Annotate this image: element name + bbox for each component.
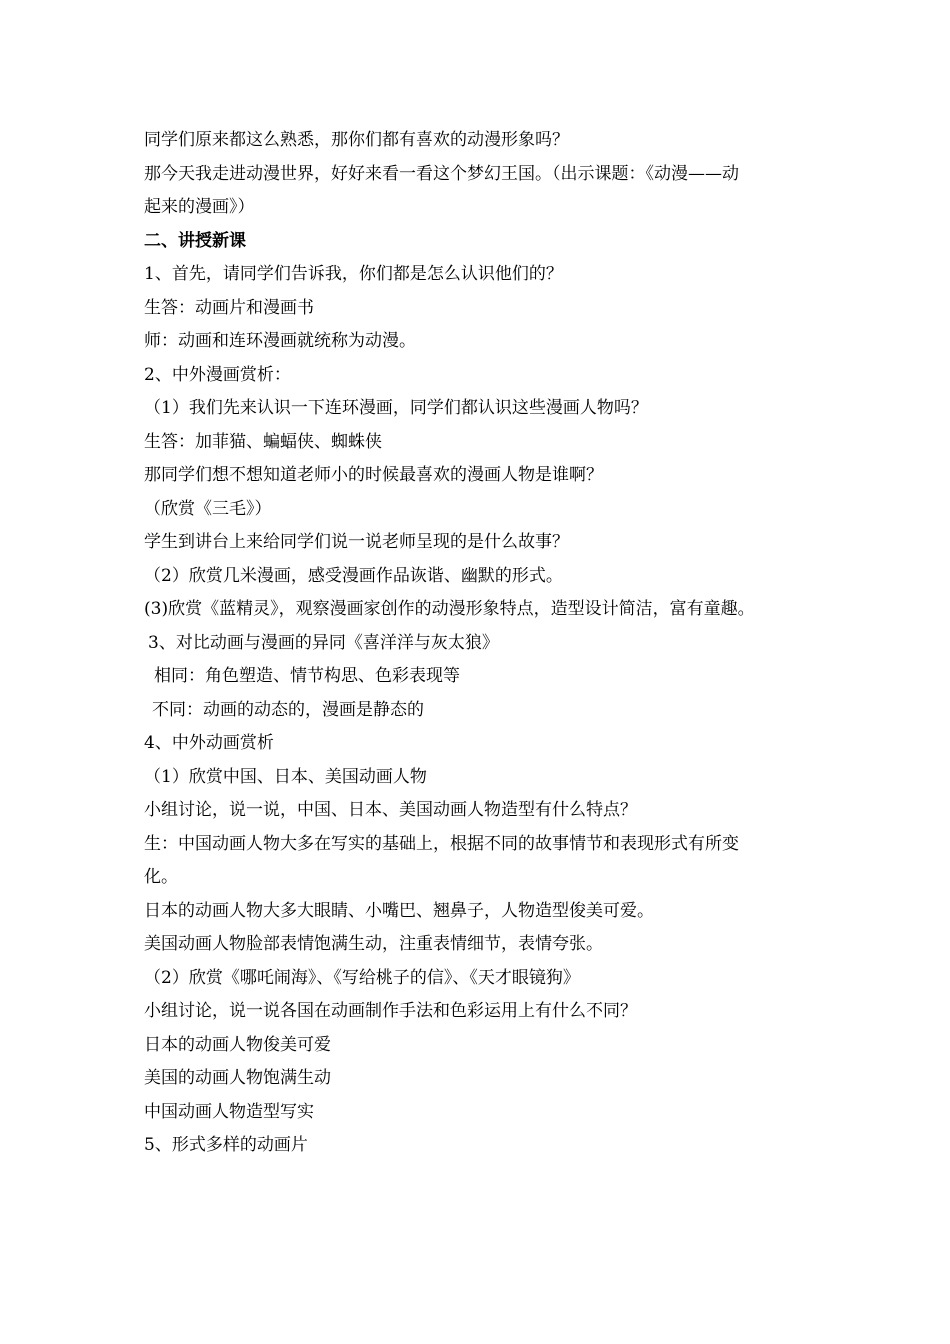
teacher-statement-1: 师：动画和连环漫画就统称为动漫。 (144, 331, 416, 351)
paragraph-intro-question: 同学们原来都这么熟悉，那你们都有喜欢的动漫形象吗？ (144, 130, 569, 150)
document-body (144, 124, 820, 1163)
item-2-sub-1: （1）我们先来认识一下连环漫画，同学们都认识这些漫画人物吗？ (144, 398, 648, 418)
paragraph-student-story: 学生到讲台上来给同学们说一说老师呈现的是什么故事？ (144, 532, 569, 552)
paragraph-intro-title-line1: 那今天我走进动漫世界，好好来看一看这个梦幻王国。（出示课题：《动漫——动 (144, 163, 739, 184)
paragraph-japan-animation: 日本的动画人物大多大眼睛、小嘴巴、翘鼻子，人物造型俊美可爱。 (144, 900, 654, 921)
paragraph-group-discussion-1: 小组讨论，说一说，中国、日本、美国动画人物造型有什么特点？ (144, 800, 637, 820)
paragraph-usa-animation: 美国动画人物脸部表情饱满生动，注重表情细节，表情夸张。 (144, 934, 603, 954)
item-3-heading: 3、对比动画与漫画的异同《喜洋洋与灰太狼》 (148, 632, 499, 653)
item-3-different: 不同：动画的动态的，漫画是静态的 (152, 699, 424, 720)
paragraph-usa-summary: 美国的动画人物饱满生动 (144, 1068, 331, 1088)
paragraph-intro-title-line2: 起来的漫画》） (144, 197, 255, 217)
item-2-sub-2: （2）欣赏几米漫画，感受漫画作品诙谐、幽默的形式。 (144, 565, 563, 586)
paragraph-china-animation-line1: 生：中国动画人物大多在写实的基础上，根据不同的故事情节和表现形式有所变 (144, 833, 739, 854)
item-4-heading: 4、中外动画赏析 (144, 733, 274, 753)
student-answer-2: 生答：加菲猫、蝙蝠侠、蜘蛛侠 (144, 431, 382, 452)
student-answer-1: 生答：动画片和漫画书 (144, 297, 314, 318)
item-3-same: 相同：角色塑造、情节构思、色彩表现等 (154, 666, 460, 686)
paragraph-china-animation-line2: 化。 (144, 867, 178, 887)
item-1-question: 1、首先，请同学们告诉我，你们都是怎么认识他们的？ (144, 264, 563, 284)
paragraph-china-summary: 中国动画人物造型写实 (144, 1101, 314, 1122)
item-5-heading: 5、形式多样的动画片 (144, 1135, 308, 1155)
paragraph-japan-summary: 日本的动画人物俊美可爱 (144, 1034, 331, 1055)
item-4-sub-2: （2）欣赏《哪吒闹海》、《写给桃子的信》、《天才眼镜狗》 (144, 967, 580, 988)
section-heading-new-lesson: 二、讲授新课 (144, 230, 246, 251)
paragraph-teacher-favorite: 那同学们想不想知道老师小的时候最喜欢的漫画人物是谁啊？ (144, 465, 603, 485)
paragraph-group-discussion-2: 小组讨论，说一说各国在动画制作手法和色彩运用上有什么不同？ (144, 1001, 637, 1021)
item-2-heading: 2、中外漫画赏析： (144, 364, 291, 385)
paragraph-appreciate-sanmao: （欣赏《三毛》） (144, 498, 272, 519)
item-2-sub-3: (3)欣赏《蓝精灵》，观察漫画家创作的动漫形象特点，造型设计简洁，富有童趣。 (144, 599, 755, 619)
item-4-sub-1: （1）欣赏中国、日本、美国动画人物 (144, 766, 427, 787)
